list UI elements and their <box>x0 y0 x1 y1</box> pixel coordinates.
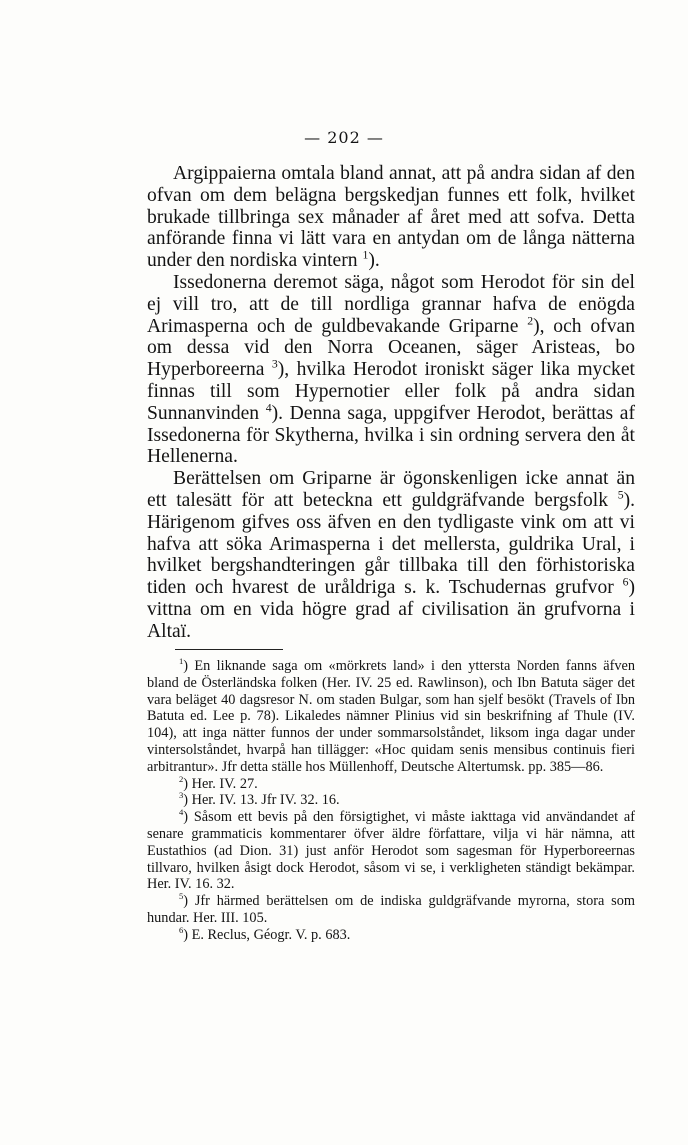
paragraph <box>147 163 635 272</box>
footnote-text: ) Her. IV. 13. Jfr IV. 32. 16. <box>183 792 340 809</box>
footnote-ref: 5 <box>617 488 624 502</box>
footnote-text: ) Her. IV. 27. <box>183 775 258 792</box>
text-span: ). Denna saga, uppgifver Herodot, berättas af Issedonerna för Skytherna, hvilka i sin ordning servera den åt Hellenerna. <box>147 402 635 468</box>
footnote <box>147 924 635 944</box>
footnote <box>147 809 635 893</box>
footnote-marker: 1 <box>179 656 184 667</box>
footnote <box>147 773 635 793</box>
text-span: ) vittna om en vida högre grad af civilisation än grufvorna i Altaï. <box>147 577 635 642</box>
text-span: ), hvilka Herodot ironiskt säger lika mycket finnas till som Hypernotier eller folk på andra sidan Sunnanvinden <box>147 359 635 424</box>
footnote <box>147 893 635 927</box>
footnote-text: ) En liknande saga om «mörkrets land» i den yttersta Norden fanns äfven bland de Österländska folken (Her. IV. 25 ed. Rawlinson), och Ibn Batuta säger det vara beläget 40 dagsresor N. om staden Bulgar, som han sjelf besökt (Travels of Ibn Batuta ed. Lee p. 78). Likaledes nämner Plinius vid sin beskrifning af Thule (IV. 104), att inga nätter funnos der under sommarsolståndet, liksom inga dagar under vintersolståndet, hvarpå han tillägger: «Hoc quidam senis mensibus continuis fieri arbitrantur». Jfr detta ställe hos Müllenhoff, Deutsche Altertumsk. pp. 385—86. <box>147 658 635 775</box>
text-span: Berättelsen om Griparne är ögonskenligen icke annat än ett talesätt för att beteckna ett guldgräfvande bergsfolk <box>147 468 635 511</box>
footnote-ref: 3 <box>271 357 278 371</box>
footnote-marker: 3 <box>179 790 184 801</box>
footnote-text: ) E. Reclus, Géogr. V. p. 683. <box>183 926 351 943</box>
footnote-ref: 6 <box>622 575 629 589</box>
footnote-divider <box>175 649 283 650</box>
main-text <box>147 163 635 643</box>
page-number: — 202 — <box>304 128 384 147</box>
footnote-marker: 2 <box>179 773 184 784</box>
footnote <box>147 792 635 809</box>
footnote-marker: 4 <box>179 807 184 818</box>
paragraph <box>147 272 635 468</box>
text-span: ). Härigenom gifves oss äfven en den tydligaste vink om att vi hafva att söka Arimasperna i det mellersta, guldrika Ural, i hvilket bergshandteringen går tillbaka till den förhistoriska tiden och hvarest de uråldriga s. k. Tschudernas grufvor <box>147 489 635 599</box>
text-span: ), och ofvan om dessa vid den Norra Oceanen, säger Aristeas, bo Hyperboreerna <box>147 315 635 381</box>
footnote-marker: 6 <box>179 924 184 935</box>
footnote-ref: 2 <box>527 314 534 328</box>
footnote-text: ) Jfr härmed berättelsen om de indiska guldgräfvande myrorna, stora som hundar. Her. III. 105. <box>147 893 635 926</box>
footnote-ref: 1 <box>362 248 369 262</box>
footnote <box>147 658 635 776</box>
footnote-ref: 4 <box>265 401 272 415</box>
text-span: Issedonerna deremot säga, något som Herodot för sin del ej vill tro, att de till nordliga grannar hafva de enögda Arimasperna och de guldbevakande Griparne <box>147 271 635 337</box>
footnotes <box>147 658 635 944</box>
footnote-text: ) Såsom ett bevis på den försigtighet, vi måste iakttaga vid användandet af senare grammaticis kommentarer öfver äldre författare, vilja vi här nämna, att Eustathios (ad Dion. 31) just anför Herodot som sagesman för Hyperboreernas tillvaro, hvilken åsigt dock Herodot, såsom vi se, i verkligheten ständigt bekämpar. Her. IV. 16. 32. <box>147 809 635 893</box>
paragraph <box>147 468 635 642</box>
footnote-marker: 5 <box>179 891 184 902</box>
text-span: Argippaierna omtala bland annat, att på andra sidan af den ofvan om dem belägna bergskedjan funnes ett folk, hvilket brukade tillbringa sex månader af året med att sofva. Detta anförande finna vi lätt vara en antydan om de långa nätterna under den nordiska vintern <box>147 163 635 272</box>
text-span: ). <box>368 250 380 272</box>
